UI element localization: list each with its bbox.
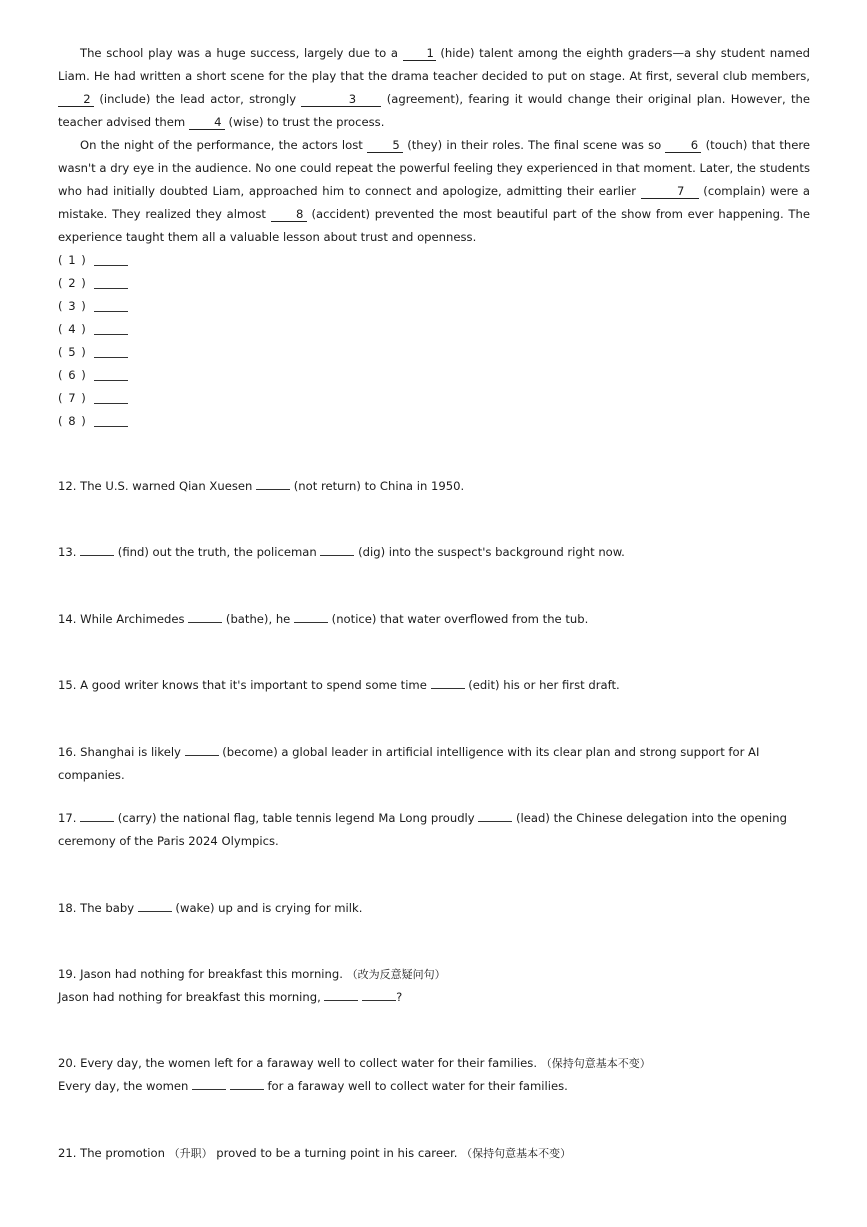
question-19-prompt: 19. Jason had nothing for breakfast this morning. （改为反意疑问句） bbox=[58, 967, 446, 981]
passage-text: (agreement), fearing it would change their original plan. However, the teacher advised them bbox=[58, 92, 810, 129]
answer-number: ( 5 ) bbox=[58, 345, 87, 359]
answer-blank[interactable] bbox=[230, 1079, 264, 1090]
answer-number: ( 3 ) bbox=[58, 299, 87, 313]
blank-3[interactable]: 3 bbox=[301, 92, 381, 107]
answer-row-6 bbox=[58, 364, 810, 387]
answer-blank[interactable] bbox=[320, 545, 354, 556]
question-19 bbox=[58, 963, 810, 1009]
blank-7[interactable]: 7 bbox=[641, 184, 699, 199]
answer-blank[interactable] bbox=[185, 745, 219, 756]
answer-blank[interactable] bbox=[94, 416, 128, 427]
blank-2[interactable]: 2 bbox=[58, 92, 94, 107]
passage-text: (include) the lead actor, strongly bbox=[94, 92, 302, 106]
question-18: 18. The baby (wake) up and is crying for milk. bbox=[58, 901, 363, 915]
answer-number: ( 2 ) bbox=[58, 276, 87, 290]
answer-blank[interactable] bbox=[188, 612, 222, 623]
answer-blank[interactable] bbox=[80, 811, 114, 822]
answer-number: ( 1 ) bbox=[58, 253, 87, 267]
passage-text: (touch) that there wasn't a dry eye in the audience. No one could repeat the powerful feeling they experienced in that moment. Later, the students who had initially doubted Liam, approached him to connect and apologize, admitting their earlier bbox=[58, 138, 811, 198]
answer-row-5 bbox=[58, 341, 810, 364]
question-15: 15. A good writer knows that it's important to spend some time (edit) his or her first draft. bbox=[58, 678, 620, 692]
question-20-prompt: 20. Every day, the women left for a faraway well to collect water for their families. （保持句意基本不变） bbox=[58, 1056, 651, 1070]
passage-text: (hide) talent among the eighth graders—a shy student named Liam. He had written a short scene for the play that the drama teacher decided to put on stage. At first, several club members, bbox=[58, 46, 810, 83]
question-12: 12. The U.S. warned Qian Xuesen (not return) to China in 1950. bbox=[58, 479, 465, 493]
answer-blank[interactable] bbox=[94, 347, 128, 358]
question-16: 16. Shanghai is likely (become) a global leader in artificial intelligence with its clear plan and strong support for AI companies. bbox=[58, 745, 760, 782]
instruction-note: （改为反意疑问句） bbox=[346, 968, 446, 981]
passage-text: On the night of the performance, the actors lost bbox=[80, 138, 368, 152]
answer-row-7 bbox=[58, 387, 810, 410]
answer-blank[interactable] bbox=[94, 255, 128, 266]
passage-text: (wise) to trust the process. bbox=[224, 115, 385, 129]
answer-blank[interactable] bbox=[94, 278, 128, 289]
passage-text: (complain) were a mistake. They realized they almost bbox=[58, 184, 811, 221]
blank-5[interactable]: 5 bbox=[367, 138, 403, 153]
passage-paragraph-1 bbox=[58, 42, 810, 134]
answer-blank[interactable] bbox=[94, 370, 128, 381]
answer-row-3 bbox=[58, 295, 810, 318]
answer-number: ( 4 ) bbox=[58, 322, 87, 336]
passage-text: (accident) prevented the most beautiful part of the show from ever happening. The experience taught them all a valuable lesson about trust and openness. bbox=[58, 207, 810, 244]
blank-1[interactable]: 1 bbox=[403, 46, 436, 61]
answer-blank[interactable] bbox=[256, 479, 290, 490]
blank-4[interactable]: 4 bbox=[189, 115, 225, 130]
blank-6[interactable]: 6 bbox=[665, 138, 701, 153]
answer-number: ( 8 ) bbox=[58, 414, 87, 428]
answer-blank[interactable] bbox=[478, 811, 512, 822]
answer-row-2 bbox=[58, 272, 810, 295]
passage-paragraph-2 bbox=[58, 134, 810, 249]
answer-row-4 bbox=[58, 318, 810, 341]
instruction-note: （保持句意基本不变） bbox=[461, 1147, 572, 1160]
answer-row-8 bbox=[58, 410, 810, 433]
answer-blank[interactable] bbox=[362, 990, 396, 1001]
chinese-gloss: （升职） bbox=[168, 1147, 213, 1160]
passage-text: The school play was a huge success, largely due to a bbox=[80, 46, 403, 60]
passage-section bbox=[58, 42, 810, 433]
question-17-line-1: 17. (carry) the national flag, table tennis legend Ma Long proudly (lead) the Chinese delegation into the opening bbox=[58, 811, 787, 825]
question-20-answer-line: Every day, the women for a faraway well to collect water for their families. bbox=[58, 1079, 568, 1093]
question-20 bbox=[58, 1052, 810, 1098]
answer-blank[interactable] bbox=[431, 678, 465, 689]
answer-blank[interactable] bbox=[80, 545, 114, 556]
answer-blank[interactable] bbox=[324, 990, 358, 1001]
question-19-answer-line: Jason had nothing for breakfast this morning, ? bbox=[58, 990, 403, 1004]
question-13: 13. (find) out the truth, the policeman (dig) into the suspect's background right now. bbox=[58, 545, 625, 559]
question-14: 14. While Archimedes (bathe), he (notice) that water overflowed from the tub. bbox=[58, 612, 589, 626]
answer-blank[interactable] bbox=[94, 301, 128, 312]
answer-blank[interactable] bbox=[192, 1079, 226, 1090]
answer-list bbox=[58, 249, 810, 433]
answer-blank[interactable] bbox=[94, 324, 128, 335]
question-17 bbox=[58, 807, 810, 853]
answer-blank[interactable] bbox=[138, 901, 172, 912]
answer-number: ( 7 ) bbox=[58, 391, 87, 405]
answer-blank[interactable] bbox=[94, 393, 128, 404]
answer-row-1 bbox=[58, 249, 810, 272]
question-21: 21. The promotion （升职） proved to be a turning point in his career. （保持句意基本不变） bbox=[58, 1146, 572, 1160]
question-17-line-2: ceremony of the Paris 2024 Olympics. bbox=[58, 834, 279, 848]
instruction-note: （保持句意基本不变） bbox=[540, 1057, 651, 1070]
answer-number: ( 6 ) bbox=[58, 368, 87, 382]
passage-text: (they) in their roles. The final scene was so bbox=[403, 138, 666, 152]
blank-8[interactable]: 8 bbox=[271, 207, 307, 222]
answer-blank[interactable] bbox=[294, 612, 328, 623]
